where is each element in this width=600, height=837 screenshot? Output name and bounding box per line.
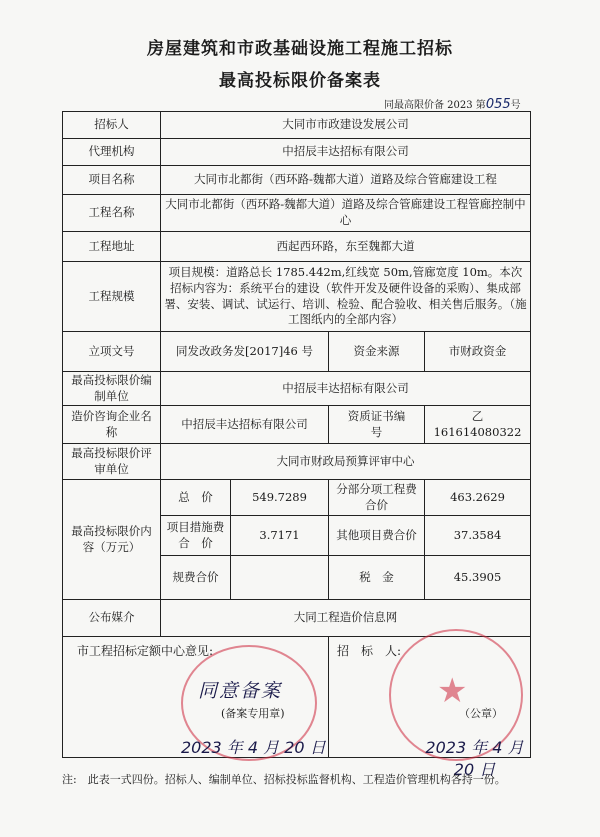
approval-label: 立项文号 (63, 332, 161, 372)
reviewer-value: 大同市财政局预算评审中心 (161, 444, 531, 480)
row-approval (63, 332, 531, 372)
row-engineering-name (63, 195, 531, 232)
scale-label: 工程规模 (63, 262, 161, 332)
other-items-label: 其他项目费合价 (329, 516, 425, 556)
left-signoff-date: 2023 年 4 月 20 日 (181, 738, 326, 757)
tenderer-value: 大同市市政建设发展公司 (161, 112, 531, 139)
consultant-label: 造价咨询企业名称 (63, 406, 161, 444)
agency-value: 中招辰丰达招标有限公司 (161, 139, 531, 166)
compiler-value: 中招辰丰达招标有限公司 (161, 372, 531, 406)
fund-source-label: 资金来源 (329, 332, 425, 372)
consultant-value: 中招辰丰达招标有限公司 (161, 406, 329, 444)
right-signoff-date: 2023 年 4 月 20 日 (425, 738, 524, 779)
signoff-left (63, 637, 328, 757)
ref-suffix: 号 (510, 100, 521, 111)
address-value: 西起西环路，东至魏都大道 (161, 232, 531, 262)
row-agency (63, 139, 531, 166)
cert-number-value: 乙 161614080322 (425, 406, 531, 444)
row-limit-total (63, 480, 531, 516)
total-price-label: 总 价 (161, 480, 231, 516)
approval-value: 同发改政务发[2017]46 号 (161, 332, 329, 372)
sub-item-value: 463.2629 (425, 480, 531, 516)
cert-number-label: 资质证书编 号 (329, 406, 425, 444)
row-signoff (63, 637, 531, 758)
signoff-left-cell (63, 637, 329, 758)
limit-label: 最高投标限价内容（万元） (63, 480, 161, 600)
tenderer-label: 招标人 (63, 112, 161, 139)
project-name-value: 大同市北都街（西环路-魏都大道）道路及综合管廊建设工程 (161, 166, 531, 195)
row-scale (63, 262, 531, 332)
tax-value: 45.3905 (425, 556, 531, 600)
row-consultant (63, 406, 531, 444)
other-items-value: 37.3584 (425, 516, 531, 556)
row-tenderer (63, 112, 531, 139)
row-project-name (63, 166, 531, 195)
sub-item-label: 分部分项工程费合价 (329, 480, 425, 516)
fees-value (231, 556, 329, 600)
fund-source-value: 市财政资金 (425, 332, 531, 372)
fees-label: 规费合价 (161, 556, 231, 600)
seal-star-icon: ★ (437, 671, 468, 711)
filing-table (62, 111, 531, 779)
official-seal-note: （公章） (459, 707, 503, 720)
approval-handwriting: 同意备案 (198, 680, 283, 702)
agency-label: 代理机构 (63, 139, 161, 166)
title-line-2: 最高投标限价备案表 (219, 71, 381, 91)
right-signoff-title: 招 标 人: (337, 644, 402, 658)
ref-prefix: 同最高限价备 2023 第 (384, 100, 486, 111)
address-label: 工程地址 (63, 232, 161, 262)
left-signoff-title: 市工程招标定额中心意见: (77, 644, 214, 658)
compiler-label: 最高投标限价编制单位 (63, 372, 161, 406)
engineering-name-value: 大同市北都街（西环路-魏都大道）道路及综合管廊建设工程管廊控制中心 (161, 195, 531, 232)
title-line-1: 房屋建筑和市政基础设施工程施工招标 (147, 39, 453, 59)
engineering-name-label: 工程名称 (63, 195, 161, 232)
filing-seal-note: (备案专用章) (221, 707, 285, 720)
measures-value: 3.7171 (231, 516, 329, 556)
ref-number-handwritten: 055 (485, 97, 511, 112)
project-name-label: 项目名称 (63, 166, 161, 195)
reviewer-label: 最高投标限价评审单位 (63, 444, 161, 480)
signoff-right (329, 637, 530, 779)
footnote: 注: 此表一式四份。招标人、编制单位、招标投标监督机构、工程造价管理机构各持一份。 (62, 773, 506, 786)
signoff-right-cell (329, 637, 531, 779)
measures-label: 项目措施费合 价 (161, 516, 231, 556)
tax-label: 税 金 (329, 556, 425, 600)
scale-value: 项目规模：道路总长 1785.442m,红线宽 50m,管廊宽度 10m。本次招标内容为：系统平台的建设（软件开发及硬件设备的采购）、集成部署、安装、调试、试运行、培训、检验、配合验收、相关售后服务。（施工图纸内的全部内容） (161, 262, 531, 332)
media-label: 公布媒介 (63, 600, 161, 637)
row-address (63, 232, 531, 262)
reference-number (384, 96, 521, 112)
row-compiler (63, 372, 531, 406)
row-reviewer (63, 444, 531, 480)
total-price-value: 549.7289 (231, 480, 329, 516)
media-value: 大同工程造价信息网 (161, 600, 531, 637)
